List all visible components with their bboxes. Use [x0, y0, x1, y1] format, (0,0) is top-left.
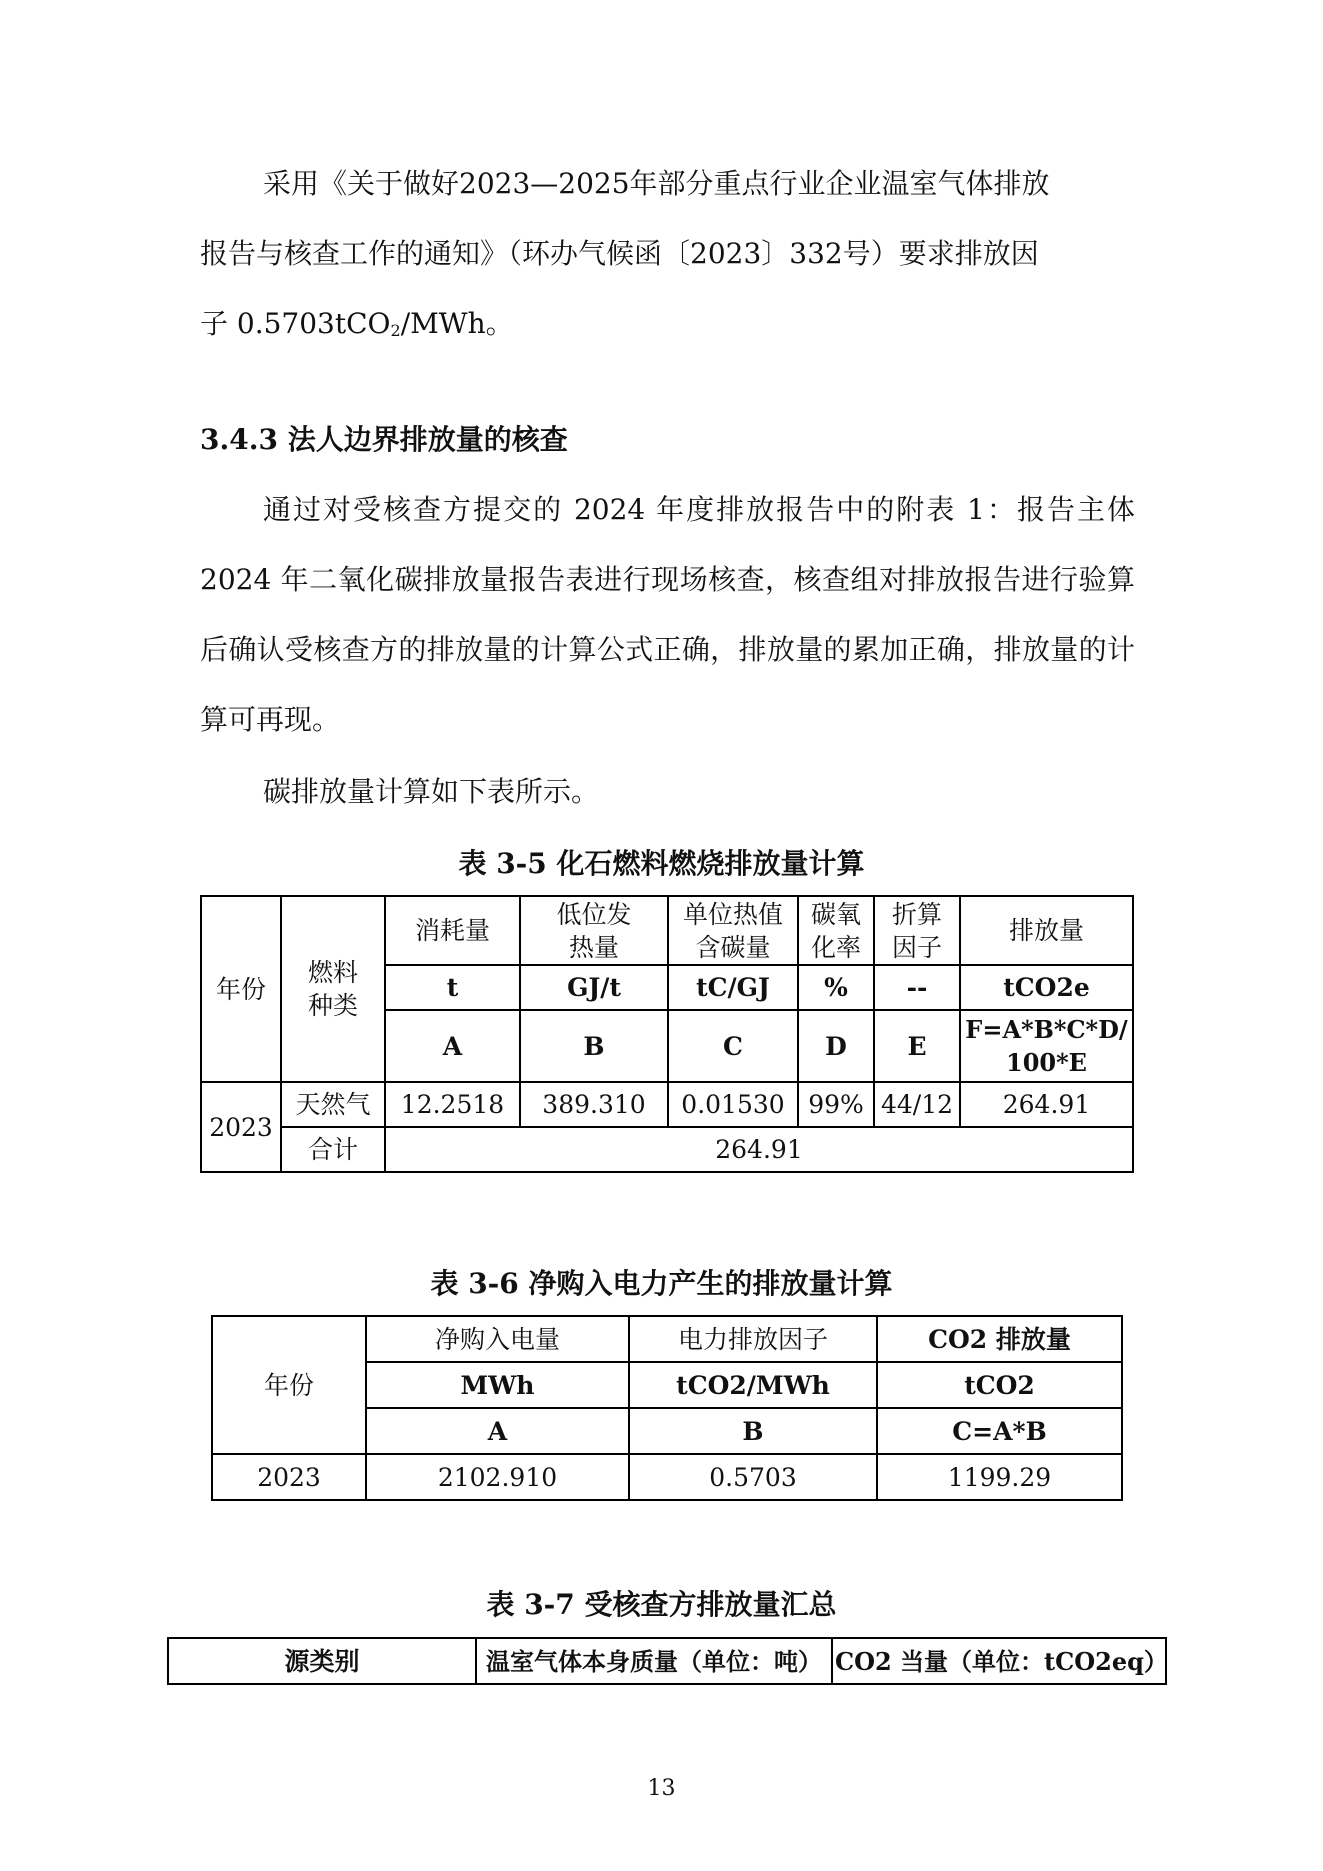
header-col-code: E: [874, 1010, 960, 1082]
header-col-unit: tC/GJ: [668, 965, 798, 1010]
header-col-code: B: [629, 1408, 877, 1454]
table-cell: 0.5703: [629, 1454, 877, 1500]
header-col-name: 碳氧化率: [798, 896, 874, 965]
header-fuel-type: 燃料种类: [281, 896, 385, 1082]
row-fuel: 天然气: [281, 1082, 385, 1127]
header-col-unit: GJ/t: [520, 965, 668, 1010]
table-cell: 44/12: [874, 1082, 960, 1127]
section-paragraph: 通过对受核查方提交的 2024 年度排放报告中的附表 1：报告主体 2024 年二氧化碳排放量报告表进行现场核查，核查组对排放报告进行验算后确认受核查方的排放量的计算公式正确，排放量的累加正确，排放量的计算可再现。: [200, 493, 1135, 736]
header-col-unit: t: [385, 965, 520, 1010]
intro-line-2: 报告与核查工作的通知》（环办气候函〔2023〕332号）要求排放因: [200, 237, 1039, 270]
table-cell: 99%: [798, 1082, 874, 1127]
header-col-name: 消耗量: [385, 896, 520, 965]
header-col-unit: --: [874, 965, 960, 1010]
table-3-5: [200, 895, 1134, 1173]
header-col-unit: tCO2e: [960, 965, 1133, 1010]
header-col-code: B: [520, 1010, 668, 1082]
table-3-5-caption: 表 3-5 化石燃料燃烧排放量计算: [458, 847, 865, 880]
table-cell: 264.91: [960, 1082, 1133, 1127]
header-col-code: F=A*B*C*D/100*E: [960, 1010, 1133, 1082]
header-col-name: CO2 排放量: [877, 1316, 1122, 1362]
header-col-code: A: [366, 1408, 629, 1454]
header-col-unit: %: [798, 965, 874, 1010]
total-label: 合计: [281, 1127, 385, 1172]
header-co2-equivalent: CO2 当量（单位：tCO2eq）: [832, 1638, 1166, 1684]
page-number: 13: [647, 1776, 676, 1801]
row-year: 2023: [201, 1082, 281, 1172]
table-cell: 0.01530: [668, 1082, 798, 1127]
header-col-name: 电力排放因子: [629, 1316, 877, 1362]
section-heading: 3.4.3 法人边界排放量的核查: [200, 423, 568, 456]
table-3-7: [167, 1637, 1167, 1685]
table-3-7-caption: 表 3-7 受核查方排放量汇总: [486, 1588, 837, 1621]
header-col-unit: MWh: [366, 1362, 629, 1408]
header-col-unit: tCO2: [877, 1362, 1122, 1408]
header-year: 年份: [212, 1316, 366, 1454]
table-cell: 12.2518: [385, 1082, 520, 1127]
header-col-name: 折算因子: [874, 896, 960, 965]
table-3-6: [211, 1315, 1123, 1501]
header-col-code: A: [385, 1010, 520, 1082]
header-year: 年份: [201, 896, 281, 1082]
intro-line-1: 采用《关于做好2023—2025年部分重点行业企业温室气体排放: [263, 167, 1050, 200]
intro-line-3: 子 0.5703tCO$_2$/MWh。: [200, 307, 514, 340]
header-col-code: C=A*B: [877, 1408, 1122, 1454]
row-year: 2023: [212, 1454, 366, 1500]
header-gas-mass: 温室气体本身质量（单位：吨）: [476, 1638, 832, 1684]
header-col-name: 单位热值含碳量: [668, 896, 798, 965]
table-3-6-caption: 表 3-6 净购入电力产生的排放量计算: [430, 1267, 893, 1300]
table-intro-note: 碳排放量计算如下表所示。: [263, 775, 600, 808]
header-col-unit: tCO2/MWh: [629, 1362, 877, 1408]
table-cell: 2102.910: [366, 1454, 629, 1500]
header-col-name: 净购入电量: [366, 1316, 629, 1362]
table-cell: 1199.29: [877, 1454, 1122, 1500]
header-col-name: 低位发热量: [520, 896, 668, 965]
total-value: 264.91: [385, 1127, 1133, 1172]
header-col-name: 排放量: [960, 896, 1133, 965]
header-col-code: D: [798, 1010, 874, 1082]
table-cell: 389.310: [520, 1082, 668, 1127]
header-source-category: 源类别: [168, 1638, 476, 1684]
header-col-code: C: [668, 1010, 798, 1082]
